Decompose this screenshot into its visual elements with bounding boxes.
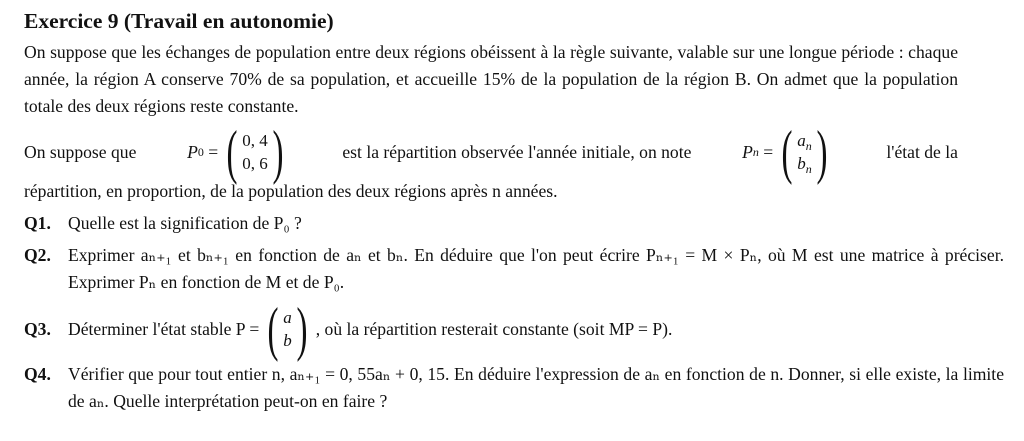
question-2-text: Exprimer aₙ₊₁ et bₙ₊₁ en fonction de aₙ et bₙ. En déduire que l'on peut écrire Pₙ₊₁ = M × Pₙ, où M est une matrice à préciser. Exprimer Pₙ en fonction de M et de P₀. [68,245,1004,292]
stable-matrix-top: a [283,308,292,327]
p0-equation: P 0 = ( 0, 4 0, 6 ) [187,126,292,178]
p0-line-text-2: est la répartition observée l'année initiale, on note [342,141,692,162]
p0-line-text-3: l'état de la [886,141,958,162]
question-3 [24,296,1004,362]
pn-equation: P n = ( $a_n$ $b_n$ ) [742,126,836,178]
question-4 [24,361,1004,415]
stable-matrix-bottom: b [283,331,292,350]
question-4-text: Vérifier que pour tout entier n, aₙ₊₁ = 0, 55aₙ + 0, 15. En déduire l'expression de aₙ en fonction de n. Donner, si elle existe, la limite de aₙ. Quelle interprétation peut-on en faire ? [68,364,1004,411]
p0-equals: = [208,141,219,162]
right-paren-icon: ) [272,119,284,185]
pn-symbol: P [742,141,753,162]
right-paren-icon: ) [816,119,828,185]
question-4-label: Q4. [24,364,51,384]
question-1 [24,210,1004,237]
question-3-label: Q3. [24,318,51,339]
stable-state-matrix [263,296,311,362]
p0-line-text-1: On suppose que [24,141,137,162]
left-paren-icon: ( [781,119,793,185]
pn-matrix-bottom: $b_n$ [797,154,812,176]
question-3-text-after: , où la répartition resterait constante (soit MP = P). [315,318,673,339]
right-paren-icon: ) [296,296,308,362]
question-1-label: Q1. [24,213,51,233]
question-3-text-before: Déterminer l'état stable P = [68,318,260,339]
left-paren-icon: ( [267,296,279,362]
p0-matrix-bottom: 0, 6 [242,154,268,173]
question-2-label: Q2. [24,245,51,265]
question-2 [24,242,1004,296]
pn-equals: = [763,141,774,162]
p0-matrix [222,119,287,185]
p0-line-continuation: répartition, en proportion, de la population des deux régions après n années. [24,181,558,201]
p0-matrix-top: 0, 4 [242,131,268,150]
left-paren-icon: ( [226,119,238,185]
p0-symbol: P [187,141,198,162]
intro-paragraph: On suppose que les échanges de population entre deux régions obéissent à la règle suivante, valable sur une longue période : chaque année, la région A conserve 70% de sa population, et accueille 15% de la population de la région B. On admet que la population totale des deux régions reste constante. [24,42,958,116]
p0-definition-line [24,120,958,184]
question-1-text: Quelle est la signification de P₀ ? [68,213,302,233]
pn-matrix-top: $a_n$ [797,131,812,153]
exercise-title: Exercice 9 (Travail en autonomie) [24,9,334,33]
